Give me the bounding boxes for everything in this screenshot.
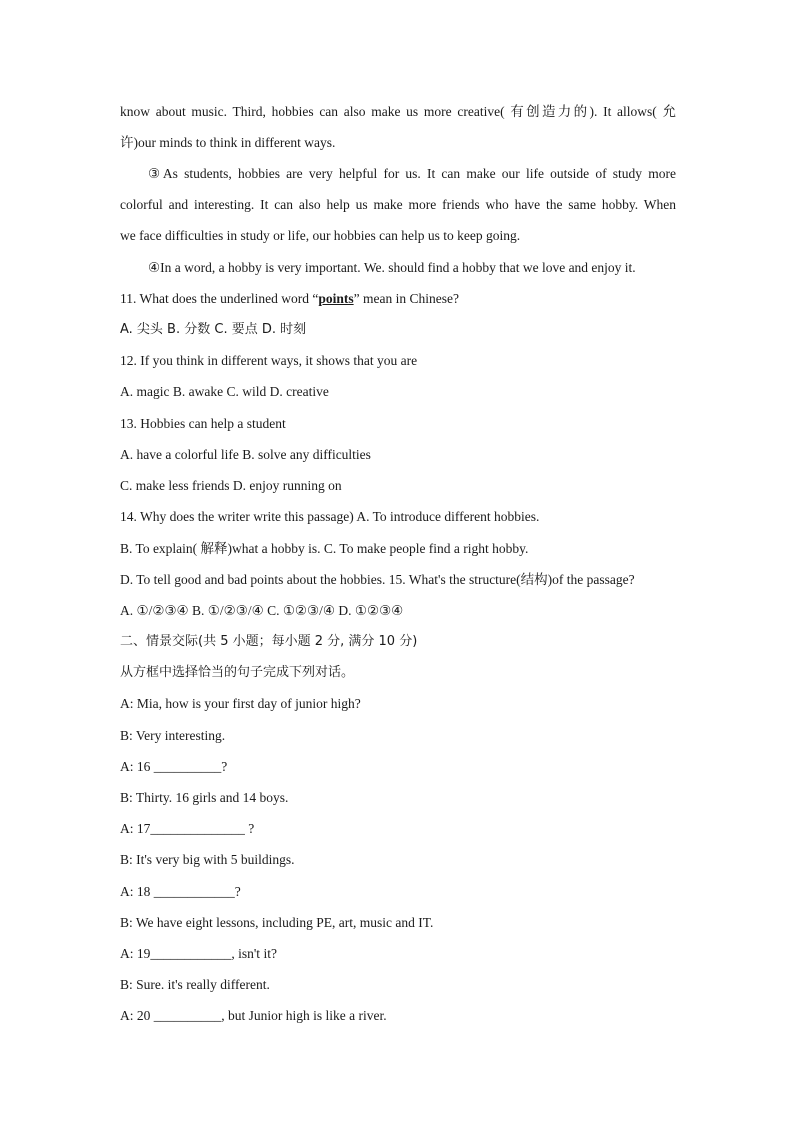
question-13-options-1: A. have a colorful life B. solve any difficulties	[120, 447, 371, 462]
dialog-line-5: A: 17______________ ?	[120, 821, 255, 836]
question-14: 14. Why does the writer write this passage) A. To introduce different hobbies.	[120, 509, 540, 524]
question-11-options: A. 尖头 B. 分数 C. 要点 D. 时刻	[120, 322, 307, 337]
passage-line-1: know about music. Third, hobbies can also make us more creative( 有创造力的). It allows( 允	[120, 104, 676, 119]
dialog-line-3: A: 16 __________?	[120, 759, 228, 774]
question-11-suffix: ” mean in Chinese?	[353, 291, 459, 306]
dialog-line-8: B: We have eight lessons, including PE, art, music and IT.	[120, 915, 434, 930]
dialog-line-7: A: 18 ____________?	[120, 884, 241, 899]
dialog-line-6: B: It's very big with 5 buildings.	[120, 852, 295, 867]
dialog-line-11: A: 20 __________, but Junior high is like a river.	[120, 1008, 387, 1023]
passage-para4: ④In a word, a hobby is very important. We. should find a hobby that we love and enjoy it.	[148, 260, 636, 275]
question-14-options: B. To explain( 解释)what a hobby is. C. To make people find a right hobby.	[120, 541, 529, 556]
passage-para3-line-3: we face difficulties in study or life, our hobbies can help us to keep going.	[120, 228, 521, 243]
passage-line-2: 许)our minds to think in different ways.	[120, 135, 336, 150]
question-13: 13. Hobbies can help a student	[120, 416, 286, 431]
section-heading: 二、情景交际(共 5 小题；每小题 2 分, 满分 10 分)	[120, 634, 418, 649]
passage-para3-line-2: colorful and interesting. It can also help us make more friends who have the same hobby. When	[120, 197, 676, 212]
question-13-options-2: C. make less friends D. enjoy running on	[120, 478, 342, 493]
dialog-line-2: B: Very interesting.	[120, 728, 226, 743]
section-instruction: 从方框中选择恰当的句子完成下列对话。	[120, 665, 355, 680]
dialog-line-4: B: Thirty. 16 girls and 14 boys.	[120, 790, 289, 805]
dialog-line-9: A: 19____________, isn't it?	[120, 946, 277, 961]
question-11-prefix: 11. What does the underlined word “	[120, 291, 319, 306]
dialog-line-1: A: Mia, how is your first day of junior high?	[120, 696, 361, 711]
question-12-options: A. magic B. awake C. wild D. creative	[120, 384, 329, 399]
question-12: 12. If you think in different ways, it shows that you are	[120, 353, 418, 368]
question-14-15: D. To tell good and bad points about the hobbies. 15. What's the structure(结构)of the passage?	[120, 572, 635, 587]
underlined-word: points	[318, 291, 354, 306]
dialog-line-10: B: Sure. it's really different.	[120, 977, 270, 992]
question-11	[120, 289, 676, 309]
passage-para3-line-1: ③As students, hobbies are very helpful for us. It can make our life outside of study more	[148, 166, 676, 181]
question-15-options: A. ①/②③④ B. ①/②③/④ C. ①②③/④ D. ①②③④	[120, 603, 404, 618]
